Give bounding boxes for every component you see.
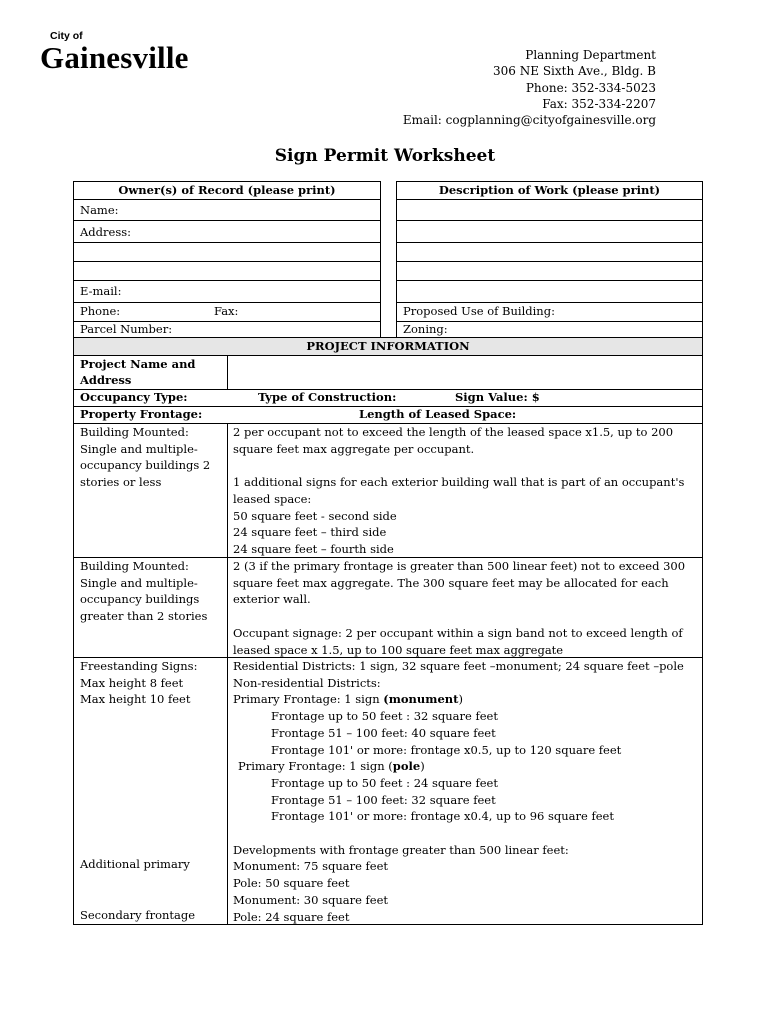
department-fax: Fax: 352-334-2207 bbox=[542, 96, 656, 111]
additional-primary-label: Additional primary bbox=[80, 857, 190, 871]
proposed-use-field[interactable]: Proposed Use of Building: bbox=[403, 304, 555, 318]
zoning-field[interactable]: Zoning: bbox=[403, 322, 448, 336]
owner-email-field[interactable]: E-mail: bbox=[80, 284, 122, 298]
department-address: 306 NE Sixth Ave., Bldg. B bbox=[493, 64, 656, 79]
owner-header: Owner(s) of Record (please print) bbox=[118, 183, 336, 197]
department-phone: Phone: 352-334-5023 bbox=[525, 80, 656, 95]
project-info-header: PROJECT INFORMATION bbox=[74, 338, 702, 355]
rule-1-text: 2 per occupant not to exceed the length of the leased space x1.5, up to 200 square feet max aggregate per occupant. 1 additional signs for each exterior building wall that is part of an occupant's leased space: 50 square feet - second side 24 square feet – third side 24 square feet – fourth side bbox=[233, 425, 685, 556]
department-name: Planning Department bbox=[525, 48, 656, 62]
page-title: Sign Permit Worksheet bbox=[274, 146, 496, 166]
rule-1-label: Building Mounted: Single and multiple- occupancy buildings 2 stories or less bbox=[80, 425, 211, 490]
parcel-number-field[interactable]: Parcel Number: bbox=[80, 322, 173, 336]
freestanding-label: Freestanding Signs: Max height 8 feet Max height 10 feet bbox=[80, 659, 198, 707]
project-name-label-1: Project Name and bbox=[80, 357, 196, 371]
work-header: Description of Work (please print) bbox=[438, 183, 661, 197]
freestanding-text: Residential Districts: 1 sign, 32 square feet –monument; 24 square feet –pole Non-residential Districts: Primary Frontage: 1 sign (monument) Frontage up to 50 feet : 32 square feet Frontage 51 – 100 feet: 40 square feet Frontage 101' or more: frontage x0.5, up to 120 square feet Primary Frontage: 1 sign (pole) Frontage up to 50 feet : 24 square feet Frontage 51 – 100 feet: 32 square feet Frontage 101' or more: frontage x0.4, up to 96 square feet Developments with frontage greater than 500 linear feet: Monument: 75 square feet Pole: 50 square feet Monument: 30 square feet Pole: 24 square feet bbox=[233, 659, 684, 924]
department-email: Email: cogplanning@cityofgainesville.org bbox=[402, 113, 656, 128]
logo-gainesville: Gainesville bbox=[40, 40, 189, 75]
leased-space-label: Length of Leased Space: bbox=[359, 407, 517, 421]
rule-2-label: Building Mounted: Single and multiple- occupancy buildings greater than 2 stories bbox=[80, 559, 208, 624]
logo-city-of: City of bbox=[50, 30, 83, 42]
owner-name-field[interactable]: Name: bbox=[80, 203, 119, 217]
secondary-frontage-label: Secondary frontage bbox=[80, 908, 196, 922]
sign-value-label: Sign Value: $ bbox=[455, 390, 540, 404]
rule-2-text: 2 (3 if the primary frontage is greater than 500 linear feet) not to exceed 300 square feet max aggregate. The 300 square feet may be allocated for each exterior wall. Occupant signage: 2 per occupant within a sign band not to exceed length of leased space x 1.5, up to 100 square feet max aggregate bbox=[233, 559, 686, 657]
owner-address-field[interactable]: Address: bbox=[80, 225, 132, 239]
project-name-input[interactable] bbox=[228, 356, 702, 389]
occupancy-type-label: Occupancy Type: bbox=[80, 390, 188, 404]
owner-fax-field[interactable]: Fax: bbox=[214, 304, 239, 318]
owner-phone-field[interactable]: Phone: bbox=[80, 304, 121, 318]
project-name-label-2: Address bbox=[80, 373, 132, 387]
department-contact bbox=[403, 47, 656, 128]
property-frontage-label: Property Frontage: bbox=[80, 407, 203, 421]
construction-type-label: Type of Construction: bbox=[258, 390, 397, 404]
